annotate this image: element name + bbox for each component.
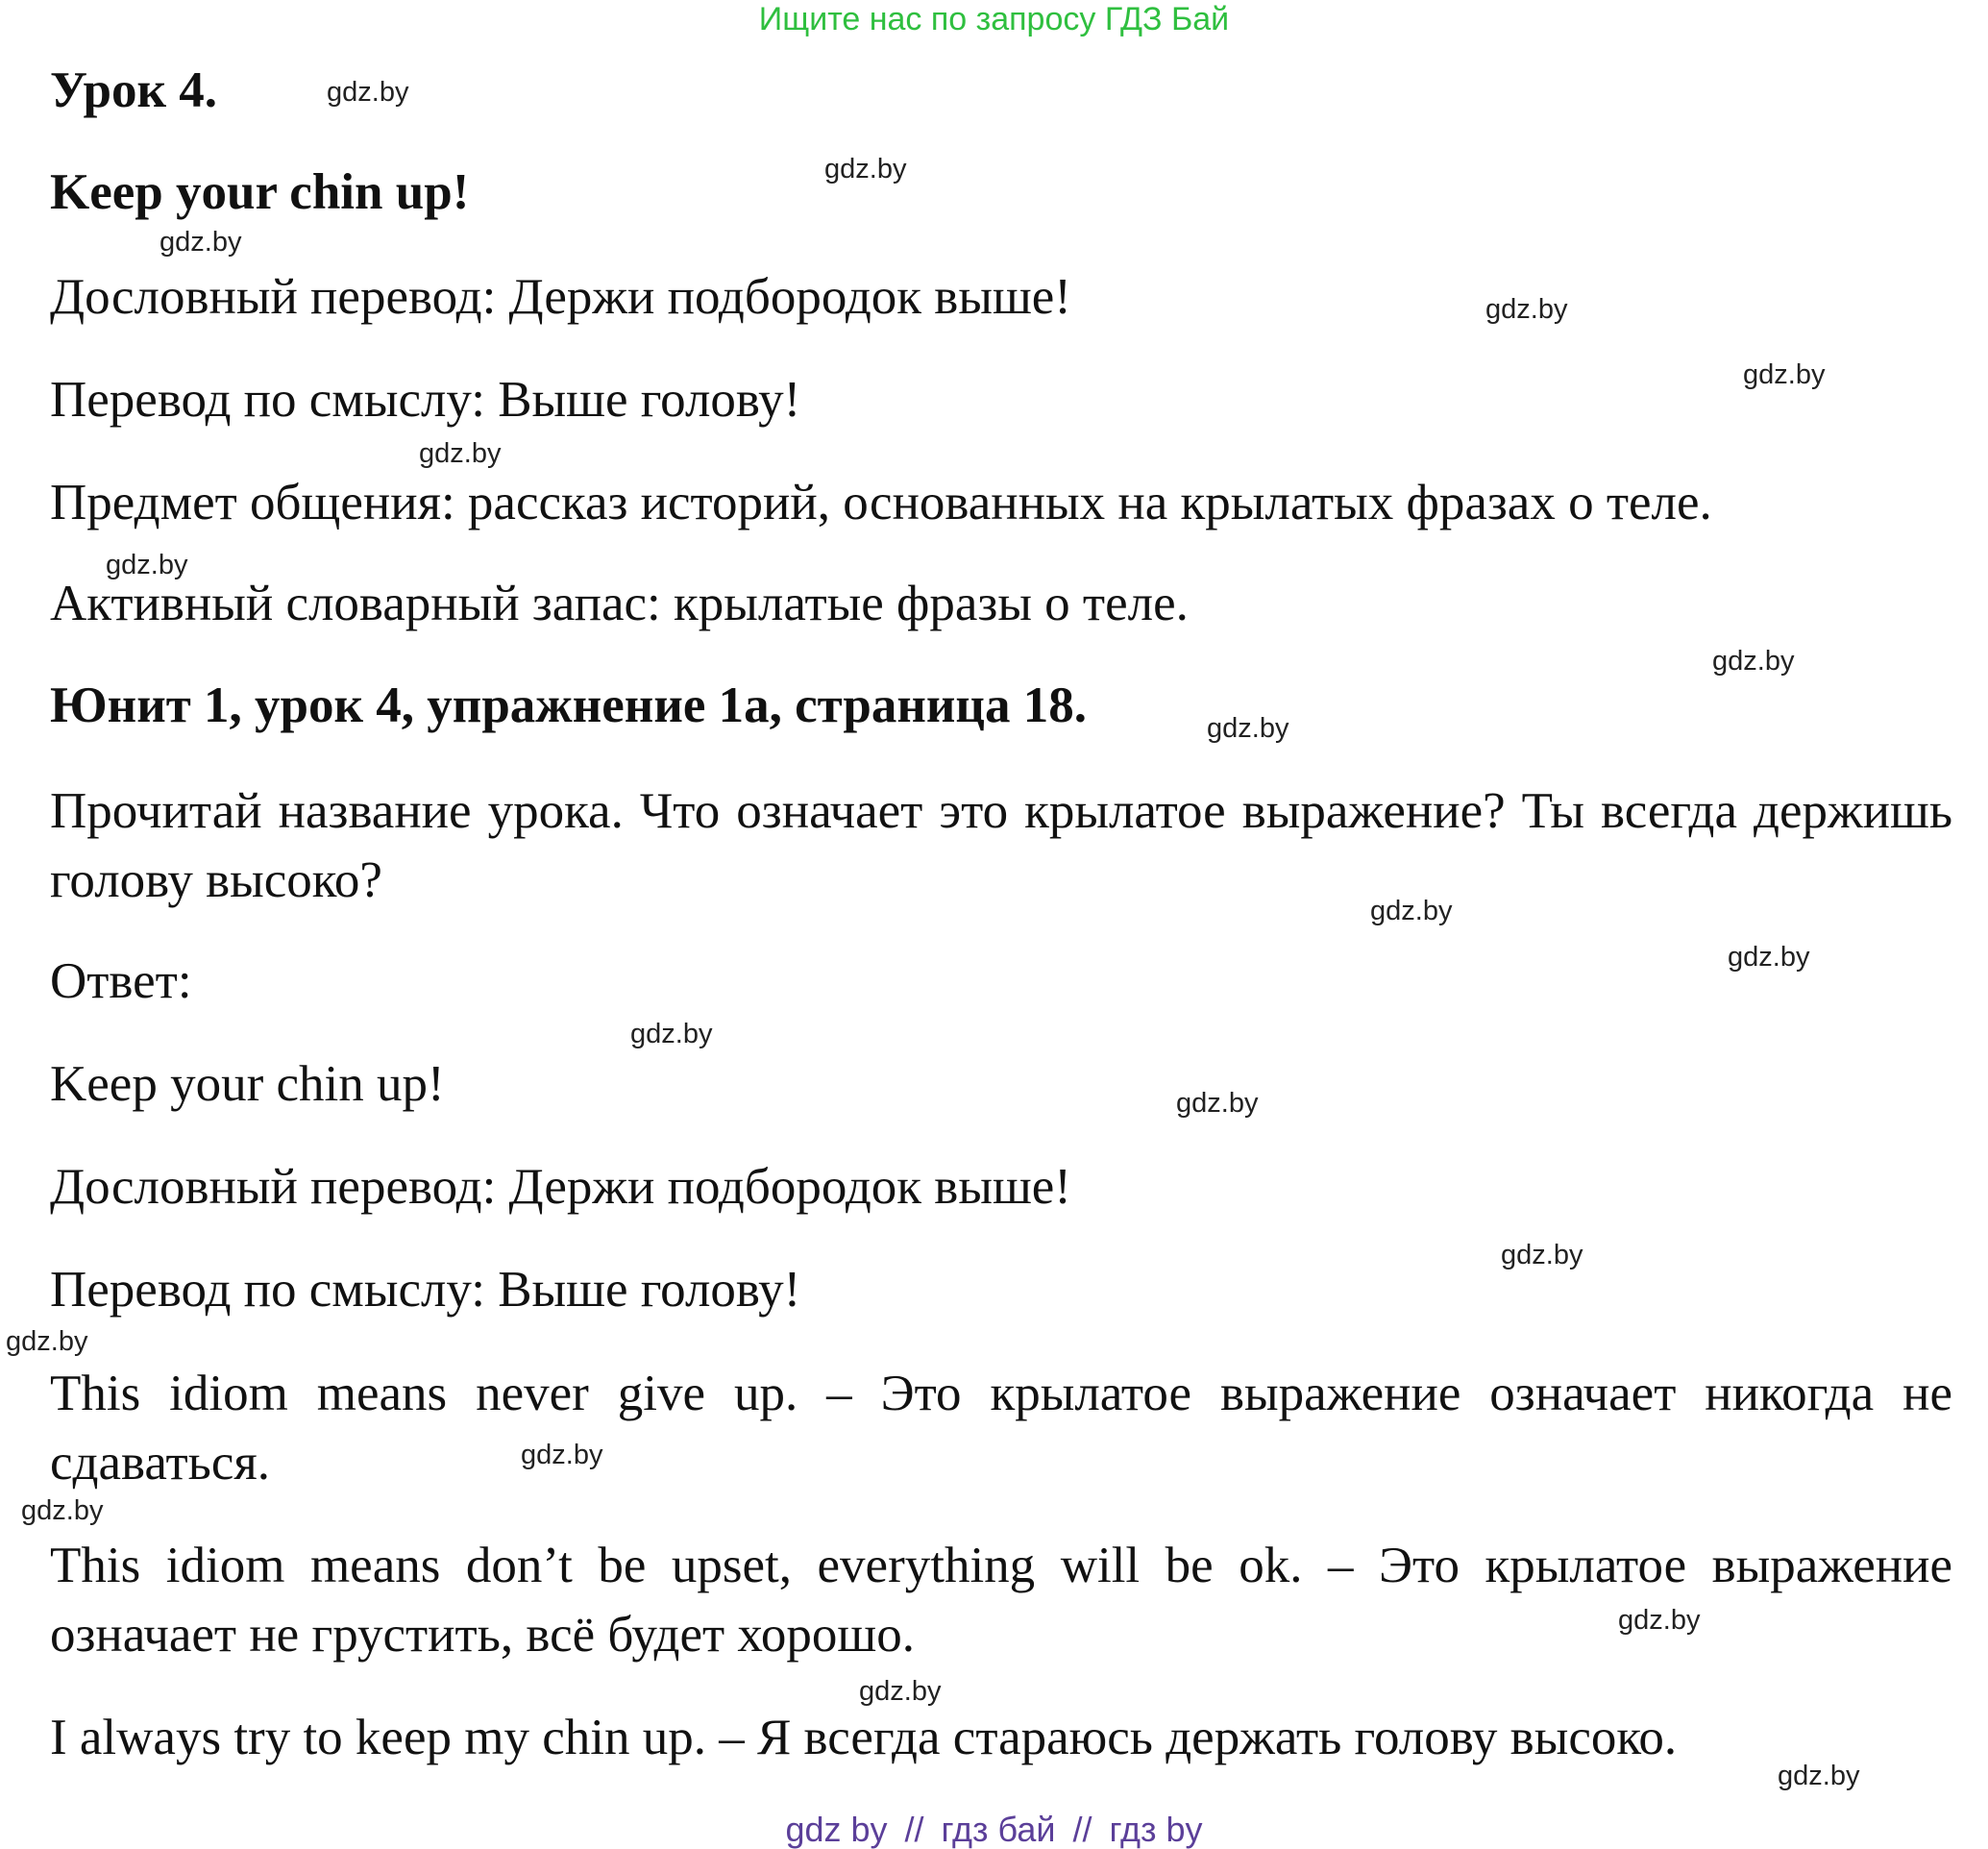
footer-link-gdz-bai[interactable]: гдз бай: [941, 1810, 1056, 1849]
watermark: gdz.by: [859, 1676, 942, 1707]
watermark: gdz.by: [21, 1495, 104, 1526]
watermark: gdz.by: [1370, 896, 1453, 926]
subject-line: Предмет общения: рассказ историй, основанных на крылатых фразах о теле.: [50, 475, 1712, 530]
idiom-title: Keep your chin up!: [50, 164, 470, 220]
vocabulary-line: Активный словарный запас: крылатые фразы о теле.: [50, 576, 1189, 631]
watermark: gdz.by: [1618, 1605, 1701, 1636]
footer: [0, 1812, 1988, 1847]
answer-label: Ответ:: [50, 953, 192, 1009]
meaning-translation: Перевод по смыслу: Выше голову!: [50, 372, 801, 428]
footer-link-gdz-by-ru[interactable]: гдз by: [1109, 1810, 1203, 1849]
watermark: gdz.by: [824, 154, 907, 185]
watermark: gdz.by: [1728, 942, 1810, 973]
answer-line-2: This idiom means don’t be upset, everything will be ok. – Это крылатое выражение означает не грустить, всё будет хорошо.: [50, 1538, 1952, 1663]
answer-idiom: Keep your chin up!: [50, 1056, 445, 1112]
watermark: gdz.by: [106, 550, 188, 580]
watermark: gdz.by: [6, 1326, 88, 1357]
top-banner: Ищите нас по запросу ГДЗ Бай: [758, 1, 1230, 37]
literal-translation: Дословный перевод: Держи подбородок выше!: [50, 269, 1071, 325]
answer-line-1: This idiom means never give up. – Это крылатое выражение означает никогда не сдаваться.: [50, 1366, 1952, 1491]
watermark: gdz.by: [1778, 1761, 1860, 1791]
watermark: gdz.by: [419, 438, 502, 469]
footer-link-gdz-by[interactable]: gdz by: [785, 1810, 888, 1849]
watermark: gdz.by: [1176, 1088, 1259, 1119]
watermark: gdz.by: [327, 77, 409, 108]
watermark: gdz.by: [521, 1440, 603, 1470]
watermark: gdz.by: [1485, 294, 1568, 325]
exercise-heading: Юнит 1, урок 4, упражнение 1а, страница 18.: [50, 678, 1087, 733]
task-text: Прочитай название урока. Что означает это крылатое выражение? Ты всегда держишь голову высоко?: [50, 783, 1952, 908]
footer-separator: //: [904, 1810, 924, 1849]
watermark: gdz.by: [1743, 359, 1826, 390]
watermark: gdz.by: [1712, 646, 1795, 677]
answer-line-3: I always try to keep my chin up. – Я всегда стараюсь держать голову высоко.: [50, 1710, 1678, 1765]
watermark: gdz.by: [1207, 713, 1289, 744]
footer-separator: //: [1072, 1810, 1092, 1849]
lesson-title: Урок 4.: [50, 62, 218, 118]
watermark: gdz.by: [630, 1019, 713, 1049]
watermark: gdz.by: [1501, 1240, 1583, 1270]
answer-meaning: Перевод по смыслу: Выше голову!: [50, 1262, 801, 1318]
watermark: gdz.by: [160, 227, 242, 258]
answer-literal: Дословный перевод: Держи подбородок выше!: [50, 1159, 1071, 1215]
